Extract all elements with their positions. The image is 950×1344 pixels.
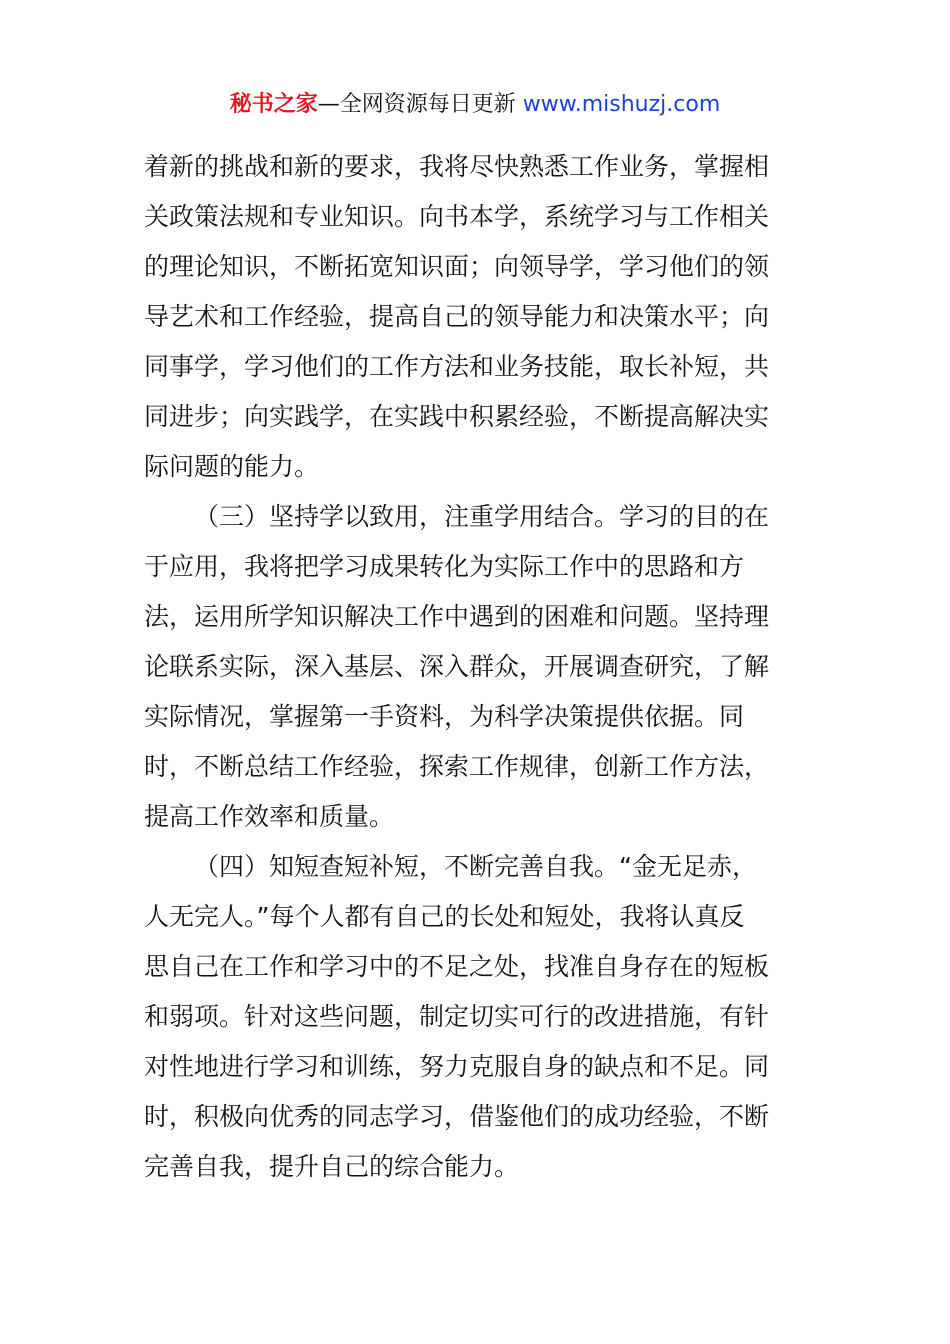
text-line: 际问题的能力。 xyxy=(144,452,320,481)
paragraph-heading-4: （四）知短查短补短，不断完善自我。“金无足赤， xyxy=(194,852,757,881)
text-line: 时，积极向优秀的同志学习，借鉴他们的成功经验，不断 xyxy=(144,1102,770,1131)
text-line: 时，不断总结工作经验，探索工作规律，创新工作方法， xyxy=(144,752,770,781)
document-body xyxy=(144,142,808,1192)
paragraph-heading-3: （三）坚持学以致用，注重学用结合。学习的目的在 xyxy=(194,502,770,531)
text-line: 人无完人。”每个人都有自己的长处和短处，我将认真反 xyxy=(144,902,745,931)
text-line: 实际情况，掌握第一手资料，为科学决策提供依据。同 xyxy=(144,702,745,731)
text-line: 对性地进行学习和训练，努力克服自身的缺点和不足。同 xyxy=(144,1052,770,1081)
text-line: 关政策法规和专业知识。向书本学，系统学习与工作相关 xyxy=(144,202,770,231)
text-line: 于应用，我将把学习成果转化为实际工作中的思路和方 xyxy=(144,552,745,581)
text-line: 法，运用所学知识解决工作中遇到的困难和问题。坚持理 xyxy=(144,602,770,631)
text-line: 的理论知识，不断拓宽知识面；向领导学，学习他们的领 xyxy=(144,252,770,281)
text-line: 同事学，学习他们的工作方法和业务技能，取长补短，共 xyxy=(144,352,770,381)
text-line: 同进步；向实践学，在实践中积累经验，不断提高解决实 xyxy=(144,402,770,431)
text-line: 和弱项。针对这些问题，制定切实可行的改进措施，有针 xyxy=(144,1002,770,1031)
site-url-link[interactable]: www.mishuzj.com xyxy=(522,92,721,117)
text-line: 论联系实际，深入基层、深入群众，开展调查研究，了解 xyxy=(144,652,770,681)
header-tagline: —全网资源每日更新 xyxy=(317,92,516,117)
brand-name: 秘书之家 xyxy=(229,92,318,117)
text-line: 思自己在工作和学习中的不足之处，找准自身存在的短板 xyxy=(144,952,770,981)
text-line: 完善自我，提升自己的综合能力。 xyxy=(144,1152,520,1181)
text-line: 着新的挑战和新的要求，我将尽快熟悉工作业务，掌握相 xyxy=(144,152,770,181)
site-header xyxy=(0,88,950,122)
text-line: 提高工作效率和质量。 xyxy=(144,802,395,831)
text-line: 导艺术和工作经验，提高自己的领导能力和决策水平；向 xyxy=(144,302,770,331)
